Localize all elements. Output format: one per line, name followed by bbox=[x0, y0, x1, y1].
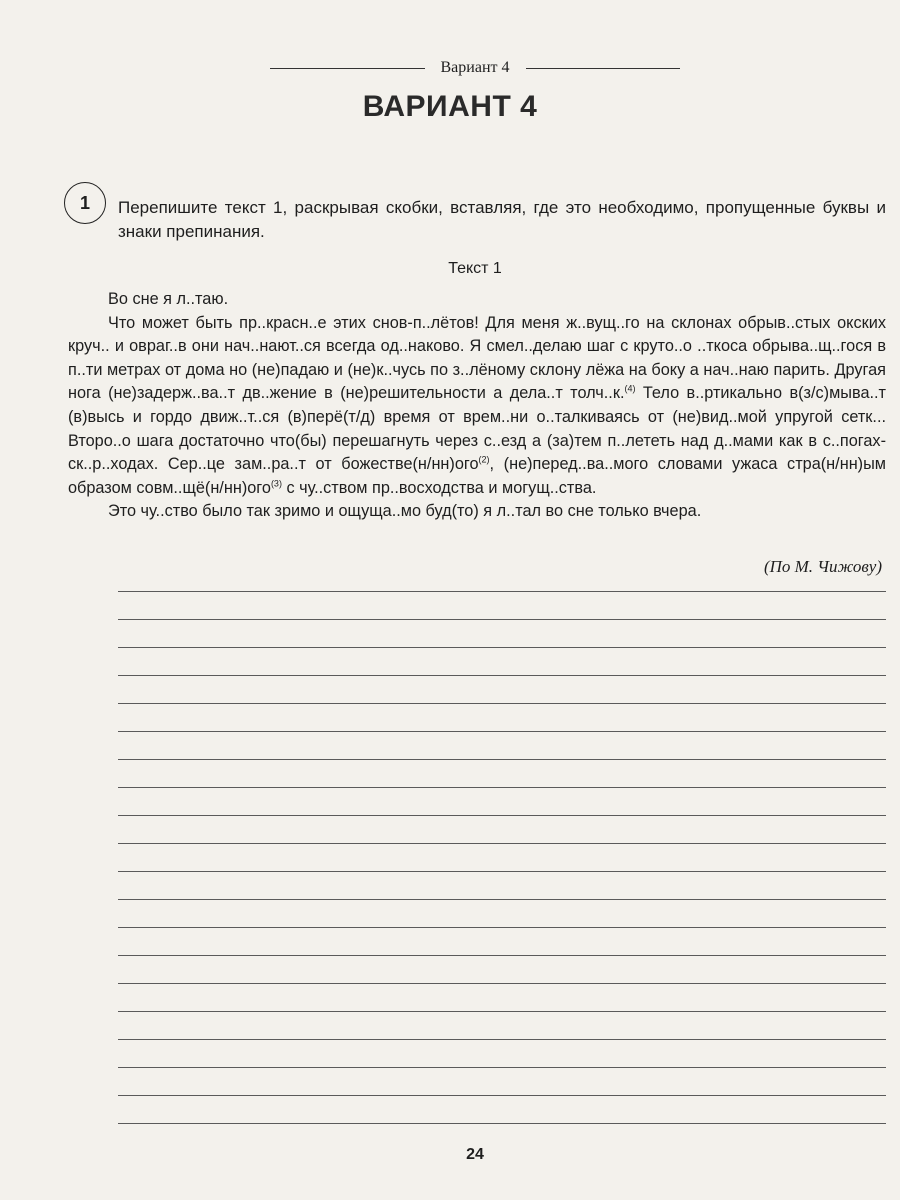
paragraph-2-part-3: , (не)перед..ва..мого словами ужаса стра(н/нн)ым образом совм..щё(н/нн)ого bbox=[68, 455, 886, 497]
answer-line[interactable] bbox=[118, 843, 886, 844]
answer-line[interactable] bbox=[118, 1095, 886, 1096]
header-rule-right bbox=[526, 68, 681, 69]
answer-line[interactable] bbox=[118, 591, 886, 592]
answer-line[interactable] bbox=[118, 731, 886, 732]
header-rule-left bbox=[270, 68, 425, 69]
answer-line[interactable] bbox=[118, 703, 886, 704]
answer-line[interactable] bbox=[118, 759, 886, 760]
footnote-marker-4: (4) bbox=[624, 383, 636, 394]
answer-line[interactable] bbox=[118, 787, 886, 788]
answer-line[interactable] bbox=[118, 927, 886, 928]
task-number-badge bbox=[64, 182, 106, 224]
running-title: Вариант 4 bbox=[440, 59, 510, 76]
answer-line[interactable] bbox=[118, 647, 886, 648]
answer-line[interactable] bbox=[118, 1123, 886, 1124]
paragraph-2-part-2: Тело в..ртикально в(з/с)мыва..т (в)высь и гордо движ..т..ся (в)перё(т/д) время от врем..ни о..талкиваясь от (не)вид..мой упругой сетк... Второ..о шага достаточно что(бы) перешагнуть через с..езд а (за)тем п..лететь над д..мами как в с..погах-ск..р..ходах. Сер..це зам..ра..т от божестве(н/нн)ого bbox=[68, 384, 886, 474]
page-number: 24 bbox=[466, 1146, 484, 1163]
answer-line[interactable] bbox=[118, 983, 886, 984]
paragraph-2-part-4: с чу..ством пр..восходства и могущ..ства. bbox=[281, 478, 597, 497]
answer-line[interactable] bbox=[118, 619, 886, 620]
answer-line[interactable] bbox=[118, 955, 886, 956]
answer-lines-area[interactable] bbox=[118, 585, 886, 1145]
text-source: (По М. Чижову) bbox=[763, 557, 882, 576]
answer-line[interactable] bbox=[118, 675, 886, 676]
task-number: 1 bbox=[79, 192, 90, 213]
footnote-marker-3: (3) bbox=[270, 478, 282, 489]
reading-text bbox=[68, 288, 886, 524]
answer-line[interactable] bbox=[118, 1039, 886, 1040]
answer-line[interactable] bbox=[118, 1067, 886, 1068]
text-heading: Текст 1 bbox=[448, 260, 502, 277]
answer-line[interactable] bbox=[118, 899, 886, 900]
paragraph-3: Это чу..ство было так зримо и ощуща..мо буд(то) я л..тал во сне только вчера. bbox=[108, 502, 702, 521]
paragraph-1: Во сне я л..таю. bbox=[108, 290, 229, 308]
answer-line[interactable] bbox=[118, 815, 886, 816]
variant-title: ВАРИАНТ 4 bbox=[362, 90, 538, 123]
answer-line[interactable] bbox=[118, 1011, 886, 1012]
footnote-marker-2: (2) bbox=[478, 454, 490, 465]
task-instruction: Перепишите текст 1, раскрывая скобки, вставляя, где это необходимо, пропущенные буквы и знаки препинания. bbox=[118, 198, 886, 241]
paragraph-2 bbox=[68, 312, 886, 501]
answer-line[interactable] bbox=[118, 871, 886, 872]
paragraph-2-part-1: Что может быть пр..красн..е этих снов-п..лётов! Для меня ж..вущ..го на склонах обрыв..стых окских круч.. и овраг..в они нач..нают..ся всегда од..наково. Я смел..делаю шаг с круто..о ..ткоса обрыва..щ..гося в п..ти метрах от дома но (не)падаю и (не)к..чусь по з..лёному склону лёжа на боку а нач..наю парить. Другая нога (не)задерж..ва..т дв..жение в (не)решительности а дела..т толч..к. bbox=[68, 313, 886, 403]
running-header bbox=[270, 56, 680, 80]
